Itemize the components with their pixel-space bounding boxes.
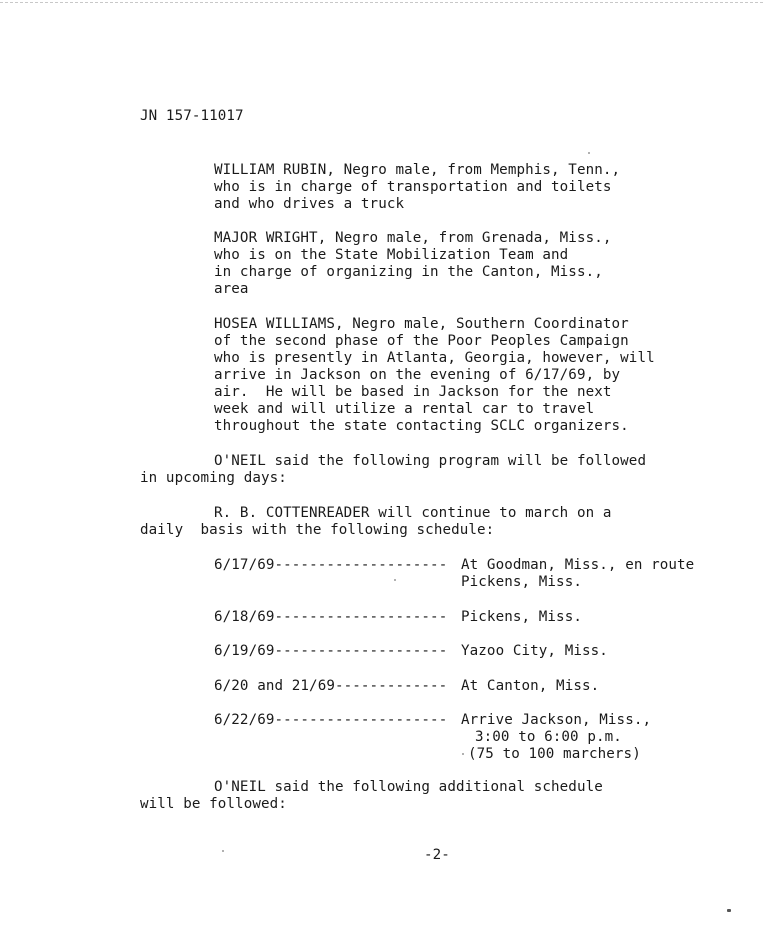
text-line: who is on the State Mobilization Team and (214, 247, 569, 263)
scan-speck (394, 579, 396, 581)
person-hosea-williams (214, 316, 655, 435)
schedule-location: Pickens, Miss. (461, 609, 582, 625)
scan-speck (588, 152, 590, 154)
schedule-date: 6/20 and 21/69------------- (214, 678, 448, 694)
text-line: air. He will be based in Jackson for the next (214, 384, 612, 400)
text-line: and who drives a truck (214, 196, 405, 212)
text-line: who is presently in Atlanta, Georgia, however, will (214, 350, 655, 366)
file-number: JN 157-11017 (140, 108, 244, 124)
additional-intro-line-2: will be followed: (140, 796, 287, 812)
text-line: HOSEA WILLIAMS, Negro male, Southern Coordinator (214, 316, 629, 332)
program-intro-line-2: in upcoming days: (140, 470, 287, 486)
text-line: area (214, 281, 249, 297)
text-line: WILLIAM RUBIN, Negro male, from Memphis, Tenn., (214, 162, 621, 178)
schedule-location: Pickens, Miss. (461, 574, 582, 590)
text-line: throughout the state contacting SCLC organizers. (214, 418, 629, 434)
schedule-location: (75 to 100 marchers) (468, 746, 641, 762)
person-major-wright (214, 230, 612, 298)
person-william-rubin (214, 162, 620, 213)
text-line: week and will utilize a rental car to travel (214, 401, 595, 417)
text-line: in charge of organizing in the Canton, Miss., (214, 264, 603, 280)
top-border (0, 2, 763, 3)
schedule-location: Arrive Jackson, Miss., (461, 712, 652, 728)
program-intro-line-1: O'NEIL said the following program will be followed (214, 453, 647, 469)
schedule-date: 6/18/69-------------------- (214, 609, 448, 625)
schedule-date: 6/22/69-------------------- (214, 712, 448, 728)
text-line: MAJOR WRIGHT, Negro male, from Grenada, Miss., (214, 230, 612, 246)
text-line: arrive in Jackson on the evening of 6/17/69, by (214, 367, 621, 383)
schedule-location: At Canton, Miss. (461, 678, 600, 694)
scan-speck (727, 909, 731, 912)
march-intro-line-1: R. B. COTTENREADER will continue to march on a (214, 505, 612, 521)
schedule-location: At Goodman, Miss., en route (461, 557, 695, 573)
page-number: -2- (424, 847, 450, 863)
march-intro-line-2: daily basis with the following schedule: (140, 522, 495, 538)
text-line: who is in charge of transportation and toilets (214, 179, 612, 195)
schedule-location: Yazoo City, Miss. (461, 643, 608, 659)
text-line: of the second phase of the Poor Peoples Campaign (214, 333, 629, 349)
additional-intro-line-1: O'NEIL said the following additional schedule (214, 779, 603, 795)
schedule-location: 3:00 to 6:00 p.m. (475, 729, 622, 745)
schedule-date: 6/17/69-------------------- (214, 557, 448, 573)
scan-speck (462, 753, 464, 755)
scan-speck (222, 850, 224, 852)
schedule-date: 6/19/69-------------------- (214, 643, 448, 659)
